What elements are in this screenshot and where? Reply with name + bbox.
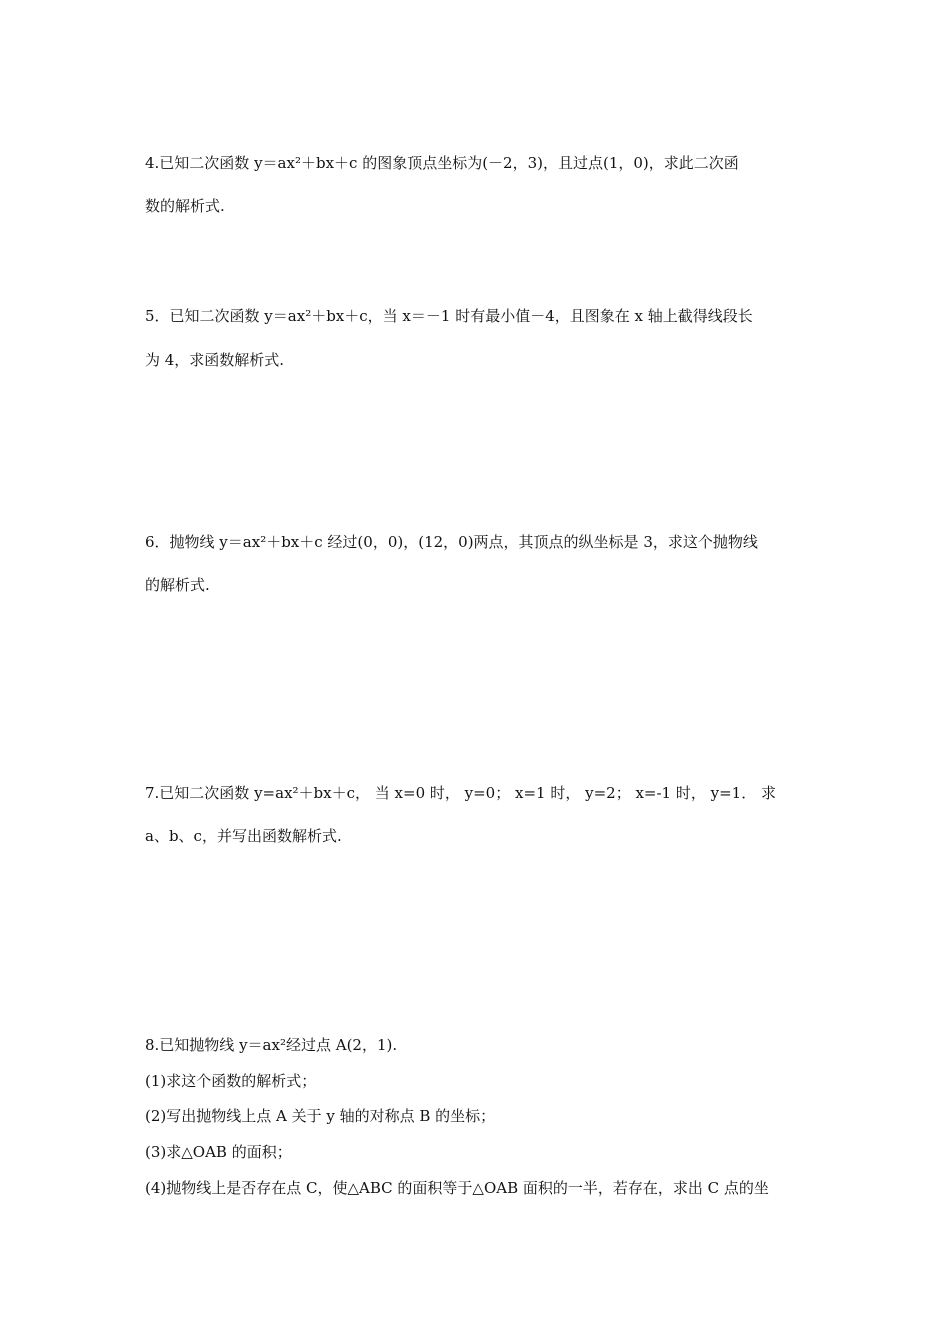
problem-5-line-1: 5．已知二次函数 y＝ax²＋bx＋c，当 x＝－1 时有最小值－4，且图象在 x 轴上截得线段长	[145, 307, 753, 325]
problem-8-part-2: (2)写出抛物线上点 A 关于 y 轴的对称点 B 的坐标；	[145, 1107, 496, 1125]
problem-6-line-2: 的解析式.	[145, 576, 210, 594]
problem-8-stem: 8.已知抛物线 y＝ax²经过点 A(2，1).	[145, 1036, 398, 1054]
problem-5-line-2: 为 4，求函数解析式.	[145, 351, 285, 369]
problem-8-part-3: (3)求△OAB 的面积；	[145, 1143, 292, 1161]
problem-4-line-1: 4.已知二次函数 y＝ax²＋bx＋c 的图象顶点坐标为(－2，3)，且过点(1，0)，求此二次函	[145, 154, 739, 172]
problem-8-part-4: (4)抛物线上是否存在点 C，使△ABC 的面积等于△OAB 面积的一半，若存在，求出 C 点的坐	[145, 1179, 769, 1197]
problem-4-line-2: 数的解析式.	[145, 197, 225, 215]
problem-7-line-1: 7.已知二次函数 y=ax²＋bx＋c， 当 x=0 时， y=0； x=1 时， y=2； x=-1 时， y=1． 求	[145, 784, 776, 802]
problem-7-line-2: a、b、c，并写出函数解析式.	[145, 827, 342, 845]
problem-8-part-1: (1)求这个函数的解析式；	[145, 1072, 317, 1090]
problem-6-line-1: 6．抛物线 y＝ax²＋bx＋c 经过(0，0)，(12，0)两点，其顶点的纵坐标是 3，求这个抛物线	[145, 533, 758, 551]
